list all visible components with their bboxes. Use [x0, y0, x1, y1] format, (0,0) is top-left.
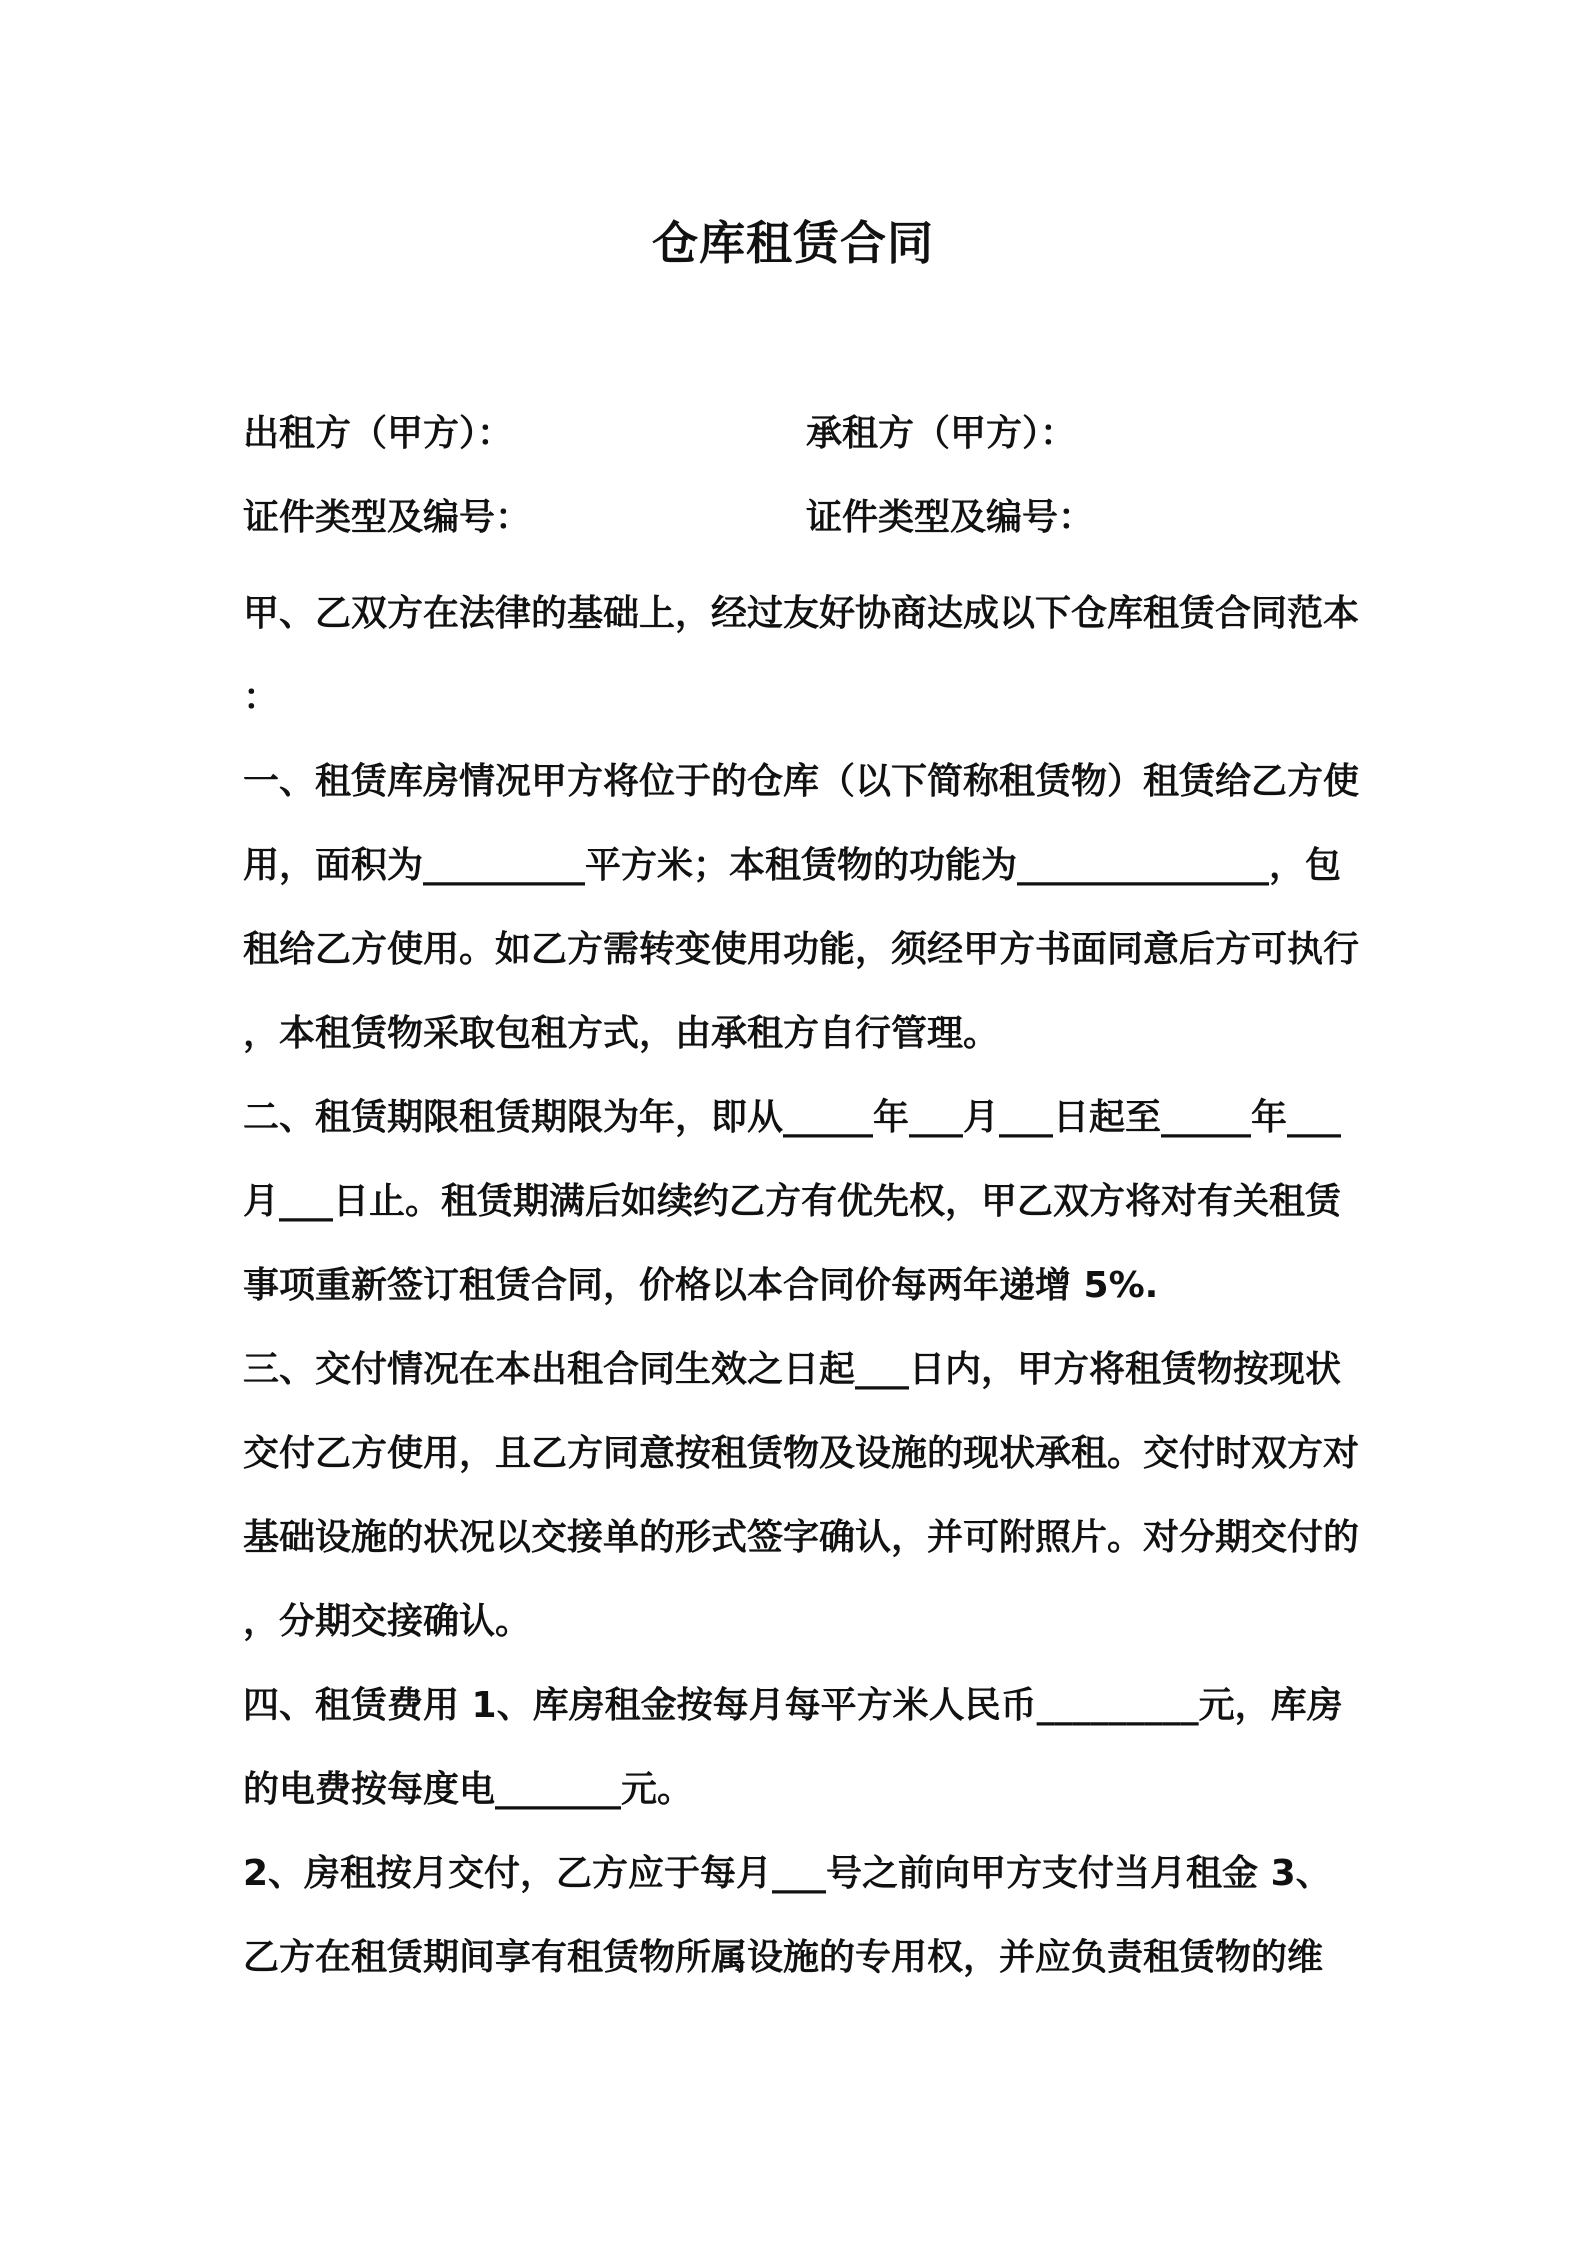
lessee-id-label: 证件类型及编号：: [806, 497, 1095, 538]
clause-2-term: 二、租赁期限租赁期限为年，即从_____年___月___日起至_____年___月___日止。租赁期满后如续约乙方有优先权，甲乙双方将对有关租赁事项重新签订租赁合同，价格以本合同价每两年递增 5%.: [243, 1097, 1342, 1306]
lessor-label: 出租方（甲方）：: [243, 413, 514, 454]
lessor-id-label: 证件类型及编号：: [243, 497, 532, 538]
contract-body: [243, 572, 1363, 2000]
document-title: 仓库租赁合同: [652, 216, 934, 270]
clause-4-fees: 四、租赁费用 1、库房租金按每月每平方米人民币_________元，库房的电费按每度电_______元。: [243, 1685, 1343, 1810]
clause-3-delivery: 三、交付情况在本出租合同生效之日起___日内，甲方将租赁物按现状交付乙方使用，且乙方同意按租赁物及设施的现状承租。交付时双方对基础设施的状况以交接单的形式签字确认，并可附照片。对分期交付的，分期交接确认。: [243, 1349, 1360, 1642]
intro-paragraph: 甲、乙双方在法律的基础上，经过友好协商达成以下仓库租赁合同范本：: [243, 593, 1360, 718]
clause-1-premises: 一、租赁库房情况甲方将位于的仓库（以下简称租赁物）租赁给乙方使用，面积为_________平方米；本租赁物的功能为______________，包租给乙方使用。如乙方需转变使用功能，须经甲方书面同意后方可执行，本租赁物采取包租方式，由承租方自行管理。: [243, 761, 1360, 1054]
party-row-ids: [243, 488, 1363, 548]
lessee-label: 承租方（甲方）：: [806, 413, 1077, 454]
party-row-names: [243, 404, 1363, 464]
clause-4-2-payment: 2、房租按月交付，乙方应于每月___号之前向甲方支付当月租金 3、乙方在租赁期间享有租赁物所属设施的专用权，并应负责租赁物的维: [243, 1853, 1332, 1978]
